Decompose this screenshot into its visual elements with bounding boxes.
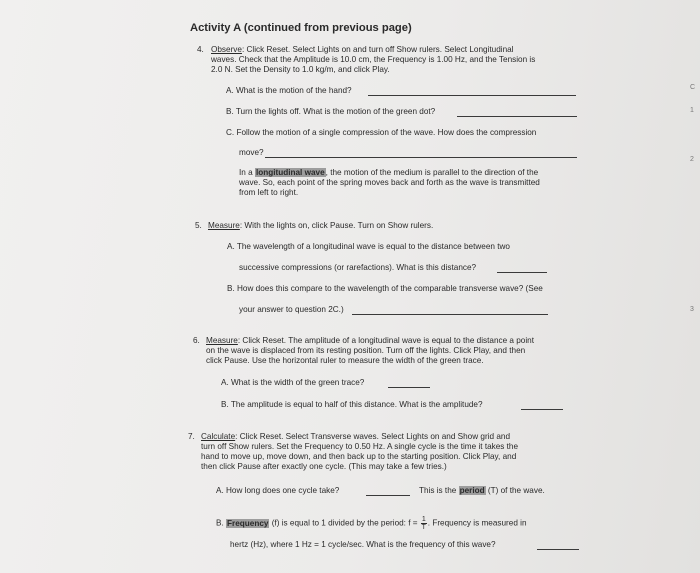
q6a-question: A. What is the width of the green trace? (221, 378, 365, 387)
q6b-question: B. The amplitude is equal to half of this distance. What is the amplitude? (221, 400, 483, 409)
q4c-question-cont: move? (239, 148, 264, 157)
q6-instructions (206, 336, 534, 346)
q4b-question: B. Turn the lights off. What is the motion of the green dot? (226, 107, 436, 116)
edge-mark-1: 1 (690, 107, 694, 114)
q5a-answer-line[interactable] (497, 272, 547, 273)
q4b-answer-line[interactable] (457, 116, 577, 117)
q5-number: 5. (195, 221, 202, 230)
q7-line-3: hand to move up, move down, and then back up to the starting position. Click Play, and (201, 452, 517, 461)
edge-mark-2: 2 (690, 156, 694, 163)
q4-instructions (211, 45, 514, 55)
q4-label: Observe (211, 45, 242, 54)
q6a-answer-line[interactable] (388, 387, 430, 388)
edge-mark-c: C (690, 84, 696, 91)
q7b-question-cont: hertz (Hz), where 1 Hz = 1 cycle/sec. What is the frequency of this wave? (230, 540, 496, 549)
q5b-question-cont: your answer to question 2C.) (239, 305, 344, 314)
q6-label: Measure (206, 336, 238, 345)
q5a-question: A. The wavelength of a longitudinal wave is equal to the distance between two (227, 242, 510, 251)
q4-line-3: 2.0 N. Set the Density to 1.0 kg/m, and click Play. (211, 65, 390, 74)
q4-line-1: : Click Reset. Select Lights on and turn off Show rulers. Select Longitudinal (241, 45, 514, 54)
q4a-question: A. What is the motion of the hand? (226, 86, 352, 95)
q5b-answer-line[interactable] (352, 314, 548, 315)
q4-note-line-2: wave. So, each point of the spring moves back and forth as the wave is transmitted (239, 178, 540, 187)
q4-number: 4. (197, 45, 204, 54)
q6-line-3: click Pause. Use the horizontal ruler to measure the width of the green trace. (206, 356, 484, 365)
q4-note-line-3: from left to right. (239, 188, 299, 197)
q7-number: 7. (188, 432, 195, 441)
q5-label: Measure (208, 221, 240, 230)
q4-line-2: waves. Check that the Amplitude is 10.0 cm, the Frequency is 1.00 Hz, and the Tension is (211, 55, 536, 64)
highlight-period: period (459, 486, 485, 495)
q5a-question-cont: successive compressions (or rarefactions). What is this distance? (239, 263, 477, 272)
q7-instructions (201, 432, 510, 442)
q4c-answer-line[interactable] (265, 157, 577, 158)
q7-label: Calculate (201, 432, 236, 441)
frequency-fraction: $\frac{1}{T}$ (421, 516, 426, 531)
q7-line-1: : Click Reset. Select Transverse waves. Select Lights on and Show grid and (235, 432, 511, 441)
q7b-question: B. Frequency (f) is equal to 1 divided by the period: f = $\frac{1}{T}$ . Frequency is measured in (216, 516, 527, 531)
q6-number: 6. (193, 336, 200, 345)
highlight-longitudinal-wave: longitudinal wave (255, 168, 325, 177)
q4a-answer-line[interactable] (368, 95, 576, 96)
q4c-question: C. Follow the motion of a single compression of the wave. How does the compression (226, 128, 537, 137)
q6-line-2: on the wave is displaced from its resting position. Turn off the lights. Click Play, and then (206, 346, 526, 355)
q7a-answer-line[interactable] (366, 495, 410, 496)
highlight-frequency: Frequency (227, 518, 269, 528)
q7-line-4: then click Pause after exactly one cycle. (This may take a few tries.) (201, 462, 447, 471)
q5b-question: B. How does this compare to the wavelength of the comparable transverse wave? (See (227, 284, 543, 293)
q5-instructions (208, 221, 433, 231)
q7b-answer-line[interactable] (537, 549, 579, 550)
edge-mark-3: 3 (690, 306, 694, 313)
q4-note-line-1: In a longitudinal wave, the motion of the medium is parallel to the direction of the (239, 168, 539, 177)
q7-line-2: turn off Show rulers. Set the Frequency to 0.50 Hz. A single cycle is the time it takes the (201, 442, 519, 451)
q5-text: : With the lights on, click Pause. Turn on Show rulers. (239, 221, 434, 230)
q7a-question: A. How long does one cycle take? (216, 486, 340, 495)
q6b-answer-line[interactable] (521, 409, 563, 410)
q7a-period-note: This is the period (T) of the wave. (419, 486, 545, 495)
q6-line-1: : Click Reset. The amplitude of a longitudinal wave is equal to the distance a point (237, 336, 534, 345)
page-title: Activity A (continued from previous page) (190, 22, 412, 34)
